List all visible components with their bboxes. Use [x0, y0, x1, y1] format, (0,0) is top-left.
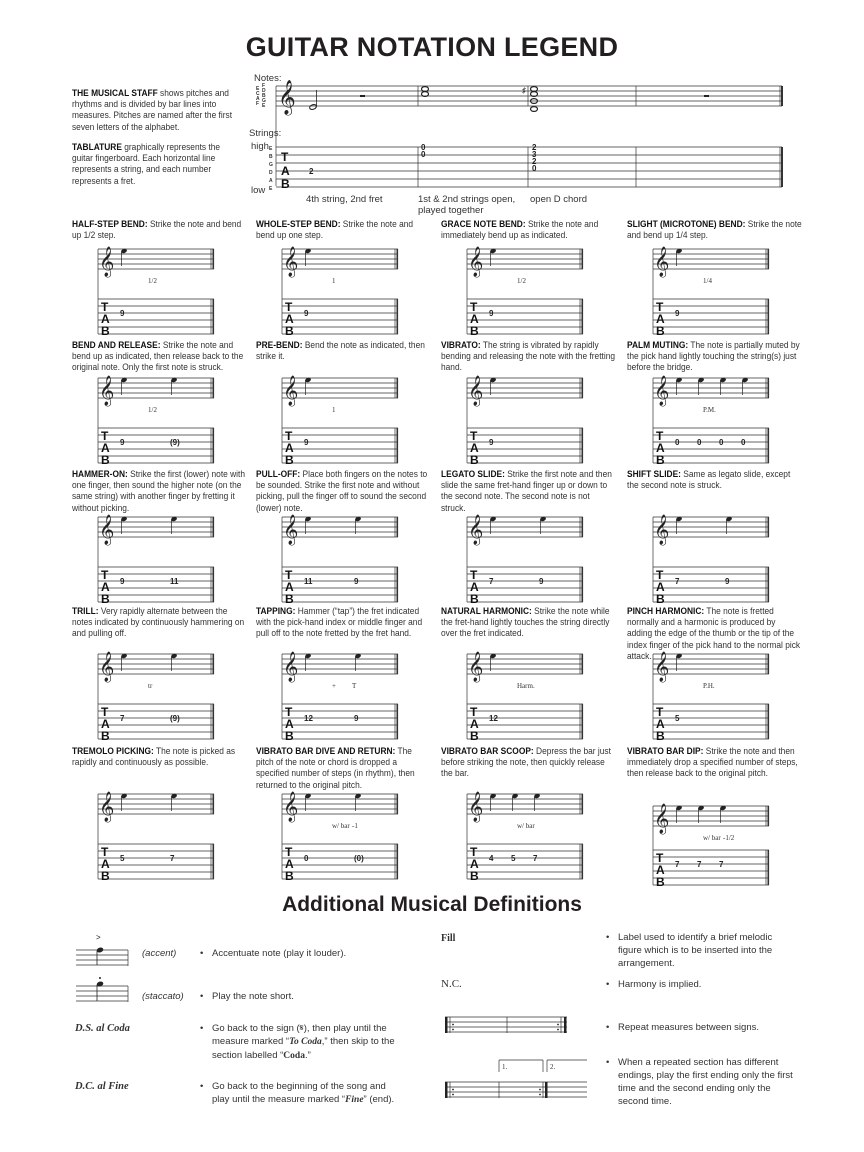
tab-fret-number: 9	[120, 577, 125, 586]
svg-text:A: A	[656, 441, 665, 455]
technique-marking: P.M.	[703, 406, 716, 414]
svg-text:B: B	[656, 729, 665, 743]
technique-title: HAMMER-ON:	[72, 469, 128, 479]
technique-marking: 1/4	[703, 277, 712, 285]
svg-text:B: B	[656, 453, 665, 467]
svg-text:𝄞: 𝄞	[99, 792, 115, 822]
svg-text:T: T	[470, 568, 478, 582]
nc-label: N.C.	[441, 978, 462, 990]
svg-text:A: A	[101, 580, 110, 594]
svg-text:♯: ♯	[522, 86, 526, 95]
svg-text:D: D	[262, 88, 266, 94]
svg-text:T: T	[285, 705, 293, 719]
technique-title: PRE-BEND:	[256, 340, 303, 350]
technique-text: Strike the note and bend up as indicated, then release back to the original note. Only the first note is struck.	[72, 340, 244, 373]
technique-marking: tr	[148, 682, 153, 690]
technique-marking: 1	[332, 277, 336, 285]
tab-fret-number: 7	[120, 714, 125, 723]
svg-text:E: E	[269, 146, 273, 152]
svg-text:F: F	[256, 101, 260, 107]
svg-text:A: A	[281, 164, 290, 178]
svg-text:B: B	[101, 453, 110, 467]
svg-text:B: B	[262, 93, 266, 99]
technique-marking: P.H.	[703, 682, 715, 690]
svg-text:T: T	[470, 705, 478, 719]
svg-text:T: T	[656, 851, 664, 865]
technique-title: PALM MUTING:	[627, 340, 689, 350]
fill-label: Fill	[441, 933, 456, 944]
technique-title: GRACE NOTE BEND:	[441, 219, 526, 229]
dc-al-fine-bullet: •	[200, 1081, 204, 1092]
dc-al-fine-definition: Go back to the beginning of the song and play until the measure marked “Fine” (end).	[212, 1081, 395, 1105]
technique-title: TAPPING:	[256, 606, 296, 616]
tab-fret-number: 7	[489, 577, 494, 586]
svg-text:T: T	[470, 300, 478, 314]
svg-text:T: T	[101, 429, 109, 443]
technique-marking: -1/2	[723, 834, 735, 842]
technique-text: The note is fretted normally and a harmonic is produced by adding the edge of the thumb or the tip of the index finger of the pick hand to the normal pick attack.	[627, 606, 801, 661]
technique-text: Strike the note and bend up 1/2 step.	[72, 219, 242, 241]
technique-shift-slide-description	[627, 469, 802, 491]
technique-vibrato-bar-dip-description	[627, 746, 802, 780]
tab-fret-number: 9	[304, 438, 309, 447]
ds-al-coda-definition: Go back to the sign (𝄋), then play until the measure marked “To Coda,” then skip to the section labelled “Coda.”	[212, 1023, 395, 1061]
tab-fret-number: 5	[120, 854, 125, 863]
svg-text:B: B	[285, 592, 294, 606]
musical-staff-description	[72, 88, 235, 133]
technique-marking: -1	[352, 822, 358, 830]
svg-text:𝄞: 𝄞	[654, 804, 670, 834]
tab-fret-number: 7	[533, 854, 538, 863]
accent-label: (accent)	[142, 948, 177, 959]
svg-text:B: B	[285, 729, 294, 743]
high-label: high	[251, 141, 269, 152]
fill-definition: Label used to identify a brief melodic figure which is to be inserted into the arrangement.	[618, 932, 773, 969]
svg-text:B: B	[101, 729, 110, 743]
tab-fret-number: 0	[741, 438, 746, 447]
technique-marking: Harm.	[517, 682, 535, 690]
accent-definition: Accentuate note (play it louder).	[212, 948, 347, 959]
svg-text:B: B	[656, 875, 665, 889]
tab-fret-number: 9	[489, 309, 494, 318]
svg-text:𝄞: 𝄞	[654, 515, 670, 545]
tab-fret-number: 0	[697, 438, 702, 447]
tab-fret-number: 12	[304, 714, 313, 723]
svg-text:A: A	[470, 441, 479, 455]
svg-text:A: A	[656, 580, 665, 594]
svg-text:0: 0	[532, 164, 537, 173]
svg-text:A: A	[656, 717, 665, 731]
dc-al-fine-label: D.C. al Fine	[75, 1081, 129, 1092]
tab-fret-number: 9	[675, 309, 680, 318]
svg-text:B: B	[470, 869, 479, 883]
svg-text:𝄞: 𝄞	[468, 247, 484, 277]
technique-text: The note is picked as rapidly and continuously as possible.	[72, 746, 236, 768]
accent-symbol	[76, 930, 136, 970]
svg-text:𝄞: 𝄞	[654, 247, 670, 277]
svg-text:0: 0	[421, 150, 426, 159]
svg-text:𝄞: 𝄞	[99, 515, 115, 545]
svg-text:B: B	[285, 453, 294, 467]
svg-text:T: T	[470, 845, 478, 859]
svg-text:A: A	[470, 580, 479, 594]
svg-text:G: G	[269, 162, 273, 168]
tab-fret-number: (0)	[354, 854, 364, 863]
technique-text: The note is partially muted by the pick hand lightly touching the string(s) just before the bridge.	[627, 340, 800, 373]
svg-text:𝄞: 𝄞	[468, 515, 484, 545]
caption-strings-open: 1st & 2nd strings open, played together	[418, 194, 516, 216]
tab-fret-number: 7	[675, 577, 680, 586]
svg-text:B: B	[470, 592, 479, 606]
tab-fret-number: 9	[539, 577, 544, 586]
technique-marking: 1/2	[517, 277, 526, 285]
definitions-title: Additional Musical Definitions	[282, 893, 582, 916]
svg-text:T: T	[101, 300, 109, 314]
svg-text:B: B	[101, 869, 110, 883]
technique-title: VIBRATO BAR SCOOP:	[441, 746, 534, 756]
svg-text:𝄞: 𝄞	[468, 792, 484, 822]
segno-icon: 𝄋	[299, 1023, 304, 1034]
technique-title: SLIGHT (MICROTONE) BEND:	[627, 219, 746, 229]
tab-fret-number: 7	[170, 854, 175, 863]
svg-text:T: T	[470, 429, 478, 443]
technique-marking: 1/2	[148, 406, 157, 414]
technique-title: VIBRATO BAR DIP:	[627, 746, 704, 756]
repeat-signs-diagram	[445, 1015, 575, 1040]
svg-text:T: T	[285, 845, 293, 859]
svg-text:B: B	[101, 324, 110, 338]
svg-text:T: T	[101, 568, 109, 582]
notes-label: Notes:	[254, 73, 282, 84]
svg-text:>: >	[96, 933, 101, 942]
musical-staff-title: THE MUSICAL STAFF	[72, 88, 158, 98]
svg-text:B: B	[285, 324, 294, 338]
technique-title: TRILL:	[72, 606, 99, 616]
svg-text:T: T	[101, 845, 109, 859]
svg-text:A: A	[101, 312, 110, 326]
tab-fret-number: 4	[489, 854, 494, 863]
svg-text:A: A	[256, 96, 260, 102]
technique-marking: w/ bar	[703, 834, 721, 842]
tablature-description	[72, 142, 235, 187]
tab-fret-number: (9)	[170, 714, 180, 723]
svg-text:𝄞: 𝄞	[278, 80, 296, 115]
svg-text:C: C	[256, 91, 260, 97]
fill-bullet: •	[606, 932, 610, 943]
svg-text:A: A	[656, 312, 665, 326]
technique-staff-diagram	[98, 784, 218, 904]
ds-al-coda-label: D.S. al Coda	[75, 1023, 130, 1034]
technique-title: WHOLE-STEP BEND:	[256, 219, 341, 229]
svg-text:B: B	[470, 324, 479, 338]
caption-4th-string: 4th string, 2nd fret	[306, 194, 383, 205]
tab-fret-number: 9	[354, 714, 359, 723]
svg-text:𝄞: 𝄞	[283, 376, 299, 406]
endings-bullet: •	[606, 1057, 610, 1068]
svg-text:T: T	[656, 705, 664, 719]
svg-text:A: A	[285, 857, 294, 871]
technique-text: Strike the note and then immediately drop a specified number of steps, then release back to the original pitch.	[627, 746, 798, 779]
strings-label: Strings:	[249, 128, 282, 139]
tab-fret-number: 11	[170, 577, 179, 586]
svg-text:D: D	[269, 170, 273, 176]
svg-text:T: T	[285, 429, 293, 443]
svg-text:T: T	[656, 300, 664, 314]
tab-fret-number: 9	[354, 577, 359, 586]
technique-text: Bend the note as indicated, then strike it.	[256, 340, 425, 362]
endings-diagram	[445, 1058, 595, 1108]
svg-text:𝄞: 𝄞	[99, 247, 115, 277]
tab-fret-number: 12	[489, 714, 498, 723]
technique-marking: 1	[332, 406, 336, 414]
technique-text: Strike the note while the fret-hand lightly touches the string directly over the fret indicated.	[441, 606, 610, 639]
technique-staff-diagram	[467, 784, 587, 904]
tab-fret-number: 0	[719, 438, 724, 447]
caption-open-d: open D chord	[530, 194, 588, 205]
musical-staff-text: shows pitches and rhythms and is divided by bar lines into measures. Pitches are named after the first seven letters of the alphabet.	[72, 88, 233, 132]
svg-text:𝄞: 𝄞	[283, 792, 299, 822]
svg-text:2: 2	[309, 167, 314, 176]
svg-text:T: T	[656, 568, 664, 582]
svg-text:𝄞: 𝄞	[654, 652, 670, 682]
technique-title: SHIFT SLIDE:	[627, 469, 681, 479]
svg-text:2.: 2.	[550, 1063, 556, 1071]
svg-text:A: A	[269, 178, 273, 184]
staccato-symbol	[76, 972, 136, 1012]
technique-text: Hammer (“tap”) the fret indicated with the pick-hand index or middle finger and pull off to the note fretted by the fret hand.	[256, 606, 423, 639]
svg-text:𝄞: 𝄞	[283, 247, 299, 277]
svg-text:B: B	[656, 592, 665, 606]
svg-text:𝄞: 𝄞	[468, 376, 484, 406]
svg-text:E: E	[262, 103, 266, 109]
tab-fret-number: (9)	[170, 438, 180, 447]
svg-text:G: G	[262, 98, 266, 104]
tab-fret-number: 9	[120, 438, 125, 447]
technique-vibrato-bar-scoop-description	[441, 746, 616, 780]
svg-text:A: A	[656, 863, 665, 877]
technique-title: TREMOLO PICKING:	[72, 746, 154, 756]
page-title: GUITAR NOTATION LEGEND	[245, 32, 619, 62]
svg-text:B: B	[281, 177, 290, 191]
technique-title: BEND AND RELEASE:	[72, 340, 161, 350]
tab-fret-number: 7	[697, 860, 702, 869]
technique-title: LEGATO SLIDE:	[441, 469, 505, 479]
technique-staff-diagram	[282, 784, 402, 904]
svg-text:1.: 1.	[502, 1063, 508, 1071]
technique-text: Strike the first (lower) note with one finger, then sound the higher note (on the same string) with another finger by fretting it without picking.	[72, 469, 246, 513]
tab-fret-number: 7	[719, 860, 724, 869]
technique-text: Same as legato slide, except the second note is struck.	[627, 469, 791, 491]
svg-text:T: T	[101, 705, 109, 719]
tab-fret-number: 11	[304, 577, 313, 586]
technique-text: Strike the first note and then slide the same fret-hand finger up or down to the second note. The second note is not struck.	[441, 469, 612, 513]
svg-text:𝄞: 𝄞	[654, 376, 670, 406]
technique-marking: T	[352, 682, 357, 690]
accent-bullet: •	[200, 948, 204, 959]
technique-title: NATURAL HARMONIC:	[441, 606, 532, 616]
ds-al-coda-bullet: •	[200, 1023, 204, 1034]
tab-fret-number: 0	[675, 438, 680, 447]
svg-text:A: A	[285, 580, 294, 594]
technique-title: PINCH HARMONIC:	[627, 606, 705, 616]
svg-text:𝄞: 𝄞	[99, 376, 115, 406]
svg-text:F: F	[262, 83, 266, 89]
tab-fret-number: 5	[511, 854, 516, 863]
svg-text:𝄞: 𝄞	[283, 652, 299, 682]
technique-title: VIBRATO:	[441, 340, 481, 350]
tab-fret-number: 9	[120, 309, 125, 318]
technique-tremolo-picking-description	[72, 746, 247, 768]
technique-text: Strike the note and bend up 1/4 step.	[627, 219, 802, 241]
svg-text:T: T	[281, 150, 289, 164]
technique-tapping-description	[256, 606, 431, 640]
tab-fret-number: 9	[489, 438, 494, 447]
svg-text:T: T	[285, 568, 293, 582]
technique-text: Depress the bar just before striking the note, then quickly release the bar.	[441, 746, 611, 779]
tab-fret-number: 9	[304, 309, 309, 318]
technique-text: The pitch of the note or chord is dropped a specified number of steps (in rhythm), then returned to the original pitch.	[256, 746, 415, 790]
nc-bullet: •	[606, 979, 610, 990]
svg-text:A: A	[285, 441, 294, 455]
svg-text:B: B	[285, 869, 294, 883]
technique-text: Very rapidly alternate between the notes indicated by continuously hammering on and pulling off.	[72, 606, 245, 639]
tab-fret-number: 7	[675, 860, 680, 869]
technique-marking: 1/2	[148, 277, 157, 285]
svg-text:B: B	[101, 592, 110, 606]
staccato-label: (staccato)	[142, 991, 184, 1002]
nc-definition: Harmony is implied.	[618, 979, 702, 990]
technique-trill-description	[72, 606, 247, 640]
svg-text:𝄞: 𝄞	[99, 652, 115, 682]
svg-text:0: 0	[421, 143, 426, 152]
svg-text:B: B	[470, 729, 479, 743]
technique-pre-bend-description	[256, 340, 431, 362]
repeat-definition: Repeat measures between signs.	[618, 1022, 759, 1033]
svg-text:2: 2	[532, 157, 537, 166]
svg-text:A: A	[101, 857, 110, 871]
svg-text:B: B	[470, 453, 479, 467]
svg-text:A: A	[101, 441, 110, 455]
svg-text:T: T	[656, 429, 664, 443]
technique-text: Place both fingers on the notes to be sounded. Strike the first note and without picking, pull the finger off to sound the second (lower) note.	[256, 469, 428, 513]
technique-title: VIBRATO BAR DIVE AND RETURN:	[256, 746, 396, 756]
endings-definition: When a repeated section has different endings, play the first ending only the first time and the second ending only the second time.	[618, 1057, 793, 1107]
svg-text:E: E	[256, 86, 260, 92]
svg-text:A: A	[101, 717, 110, 731]
svg-text:A: A	[470, 717, 479, 731]
svg-text:A: A	[470, 857, 479, 871]
svg-text:A: A	[285, 717, 294, 731]
tab-fret-number: 5	[675, 714, 680, 723]
svg-text:𝄞: 𝄞	[468, 652, 484, 682]
svg-text:T: T	[285, 300, 293, 314]
low-label: low	[251, 185, 266, 196]
tablature-text: graphically represents the guitar fingerboard. Each horizontal line represents a string, and each number represents a fret.	[72, 142, 221, 186]
svg-text:3: 3	[532, 150, 537, 159]
repeat-bullet: •	[606, 1022, 610, 1033]
svg-text:A: A	[470, 312, 479, 326]
technique-marking: w/ bar	[332, 822, 350, 830]
tablature-title: TABLATURE	[72, 142, 122, 152]
technique-marking: +	[332, 682, 336, 690]
technique-text: Strike the note and immediately bend up as indicated.	[441, 219, 599, 241]
technique-natural-harmonic-description	[441, 606, 616, 640]
staccato-bullet: •	[200, 991, 204, 1002]
technique-marking: w/ bar	[517, 822, 535, 830]
technique-title: HALF-STEP BEND:	[72, 219, 148, 229]
tab-fret-number: 0	[304, 854, 309, 863]
svg-text:2: 2	[532, 143, 537, 152]
tab-fret-number: 9	[725, 577, 730, 586]
technique-text: The string is vibrated by rapidly bending and releasing the note with the fretting hand.	[441, 340, 616, 373]
staccato-definition: Play the note short.	[212, 991, 294, 1002]
svg-text:A: A	[285, 312, 294, 326]
technique-text: Strike the note and bend up one step.	[256, 219, 414, 241]
svg-text:B: B	[269, 154, 273, 160]
svg-text:B: B	[656, 324, 665, 338]
technique-title: PULL-OFF:	[256, 469, 301, 479]
svg-text:𝄞: 𝄞	[283, 515, 299, 545]
svg-text:E: E	[269, 186, 273, 192]
